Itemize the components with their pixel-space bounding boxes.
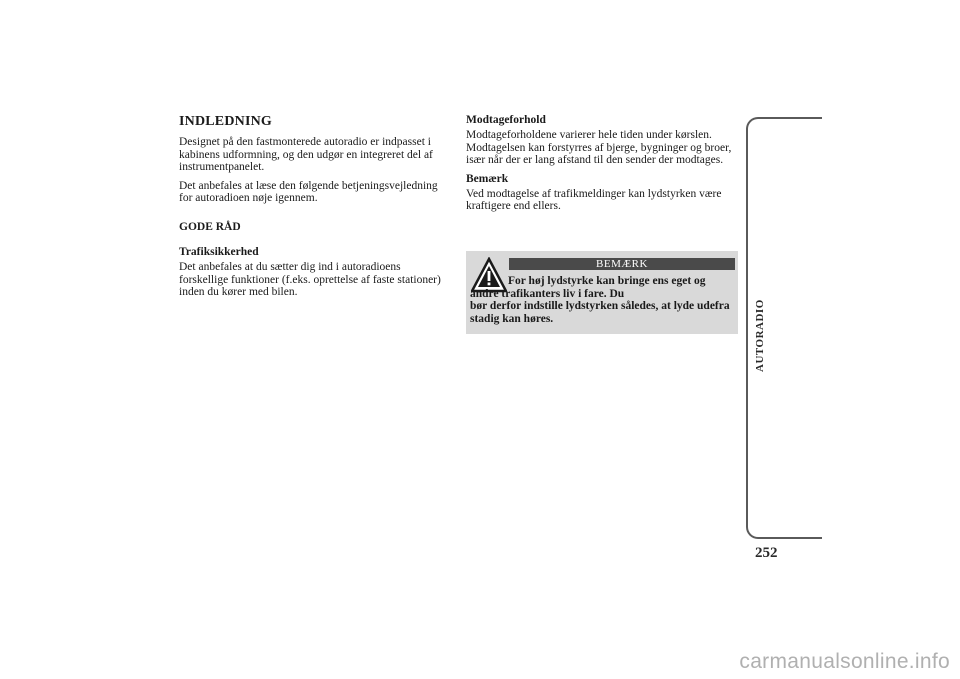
warning-text-first: For høj lydstyrke kan bringe ens eget og andre trafikanters liv i fare. Du: [470, 275, 706, 300]
intro-paragraph: Designet på den fastmonterede autoradio er indpasset i kabinens udformning, og den udgør en integreret del af instrumentpanelet.: [179, 136, 433, 174]
spacer: [179, 211, 451, 221]
warning-text-rest: bør derfor indstille lydstyrken således, at lyde udefra stadig kan høres.: [470, 300, 730, 325]
watermark: carmanualsonline.info: [739, 650, 950, 673]
right-column: [466, 114, 738, 219]
traffic-safety-heading: Trafiksikkerhed: [179, 245, 259, 258]
warning-box: [466, 251, 738, 334]
warning-title: BEMÆRK: [509, 258, 735, 270]
page-number: 252: [755, 545, 778, 561]
section-title: INDLEDNING: [179, 114, 273, 129]
note-paragraph: Ved modtagelse af trafikmeldinger kan lydstyrken være kraftigere end ellers.: [466, 187, 722, 213]
traffic-safety-paragraph: Det anbefales at du sætter dig ind i autoradioens forskellige funktioner (f.eks. oprettelse af faste stationer) inden du kører med bilen.: [179, 260, 441, 299]
advice-heading: GODE RÅD: [179, 220, 241, 233]
side-tab-label: AUTORADIO: [754, 299, 766, 373]
manual-paragraph: Det anbefales at læse den følgende betjeningsvejledning for autoradioen nøje igennem.: [179, 179, 438, 205]
reception-heading: Modtageforhold: [466, 114, 546, 126]
reception-paragraph: Modtageforholdene varierer hele tiden under kørslen. Modtagelsen kan forstyrres af bjerge, bygninger og broer, især når der er lang afstand til den sender der modtages.: [466, 129, 732, 167]
left-column: [179, 114, 451, 305]
warning-text: [470, 275, 734, 325]
note-heading: Bemærk: [466, 172, 509, 185]
spacer: [179, 236, 451, 246]
